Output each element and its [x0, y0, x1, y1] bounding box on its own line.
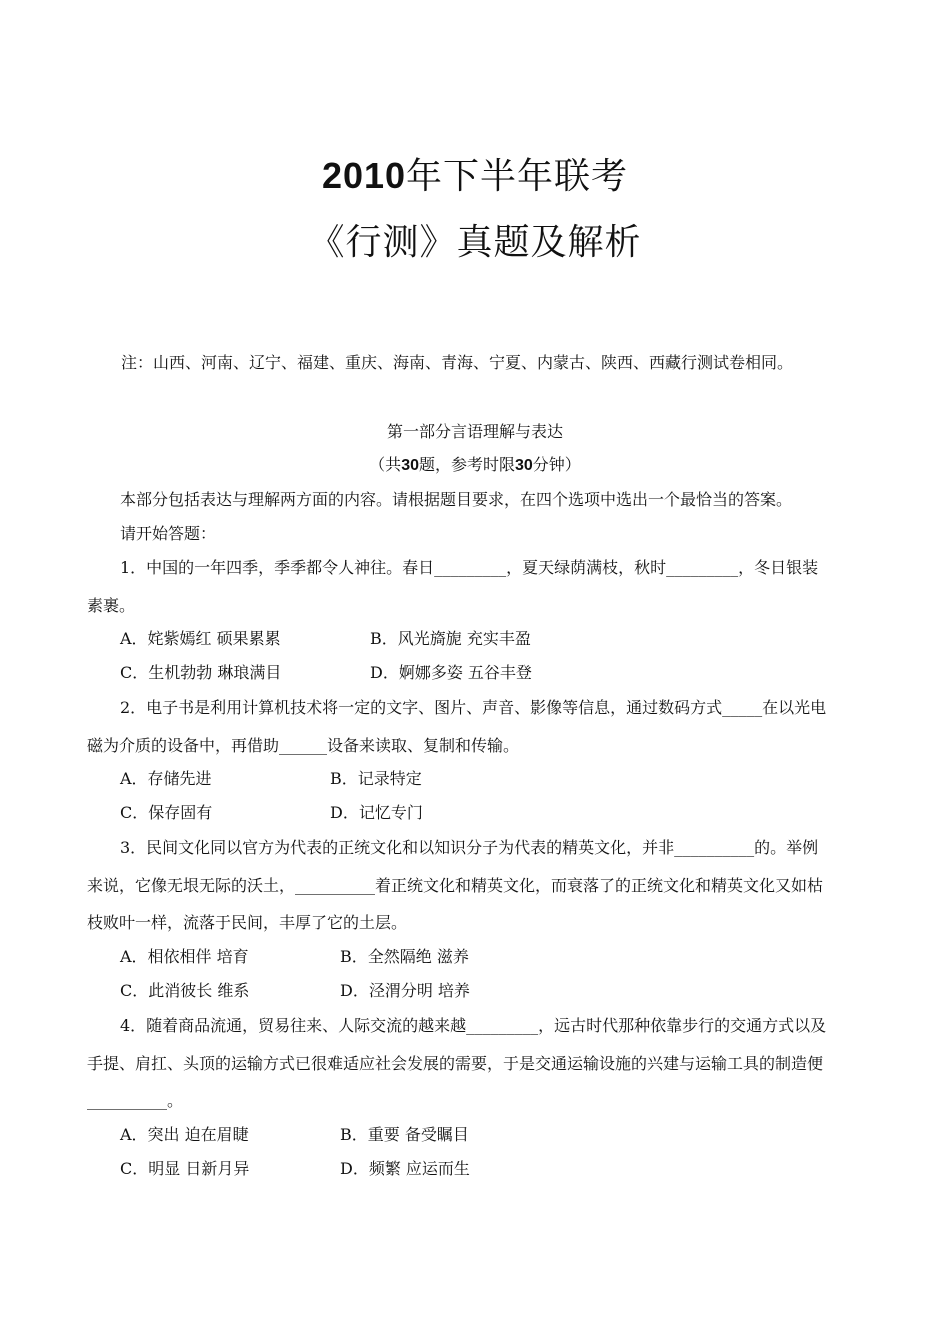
question-4-option-d: D．频繁 应运而生: [340, 1159, 470, 1178]
page-subtitle: 《行测》真题及解析: [308, 222, 642, 263]
question-4-line-2: 手提、肩扛、头顶的运输方式已很难适应社会发展的需要，于是交通运输设施的兴建与运输工具的制造便: [87, 1054, 824, 1073]
section-info-post: 分钟）: [532, 455, 581, 474]
section-info-mid: 题，参考时限: [418, 455, 515, 474]
question-2-line-1: 2．电子书是利用计算机技术将一定的文字、图片、声音、影像等信息，通过数码方式_____在以光电: [120, 698, 827, 717]
question-3-option-c: C．此消彼长 维系: [120, 981, 250, 1000]
question-3-option-b: B．全然隔绝 滋养: [340, 947, 469, 966]
title-year: 2010: [321, 155, 407, 196]
question-2-option-d: D．记忆专门: [330, 803, 423, 822]
question-3-option-a: A．相依相伴 培育: [120, 947, 249, 966]
time-limit: 30: [515, 457, 533, 474]
question-2-option-b: B．记录特定: [330, 769, 422, 788]
question-1-option-b: B．风光旖旎 充实丰盈: [370, 629, 531, 648]
section-intro: 本部分包括表达与理解两方面的内容。请根据题目要求，在四个选项中选出一个最恰当的答案。: [120, 490, 793, 509]
question-2-option-a: A．存储先进: [120, 769, 212, 788]
question-1-line-2: 素裹。: [87, 596, 136, 615]
start-instruction: 请开始答题：: [120, 524, 217, 543]
question-3-line-2: 来说，它像无垠无际的沃土，__________着正统文化和精英文化，而衰落了的正统文化和精英文化又如枯: [87, 876, 824, 895]
section-heading: 第一部分言语理解与表达: [386, 422, 563, 441]
question-1-option-d: D．婀娜多姿 五谷丰登: [370, 663, 532, 682]
page-title: [0, 148, 950, 199]
question-4-option-a: A．突出 迫在眉睫: [120, 1125, 249, 1144]
question-count: 30: [401, 457, 419, 474]
question-2-line-2: 磁为介质的设备中，再借助______设备来读取、复制和传输。: [87, 736, 520, 755]
section-info: [0, 454, 950, 477]
question-1-line-1: 1．中国的一年四季，季季都令人神往。春日_________，夏天绿荫满枝，秋时_________，冬日银装: [120, 558, 819, 577]
question-3-option-d: D．泾渭分明 培养: [340, 981, 470, 1000]
title-text: 年下半年联考: [406, 156, 629, 197]
question-3-line-1: 3．民间文化同以官方为代表的正统文化和以知识分子为代表的精英文化，并非__________的。举例: [120, 838, 819, 857]
question-4-option-c: C．明显 日新月异: [120, 1159, 250, 1178]
question-4-line-3: __________。: [87, 1091, 184, 1110]
section-info-pre: （共: [369, 455, 402, 474]
question-3-line-3: 枝败叶一样，流落于民间，丰厚了它的土层。: [87, 913, 408, 932]
question-4-option-b: B．重要 备受瞩目: [340, 1125, 469, 1144]
note-text: 注：山西、河南、辽宁、福建、重庆、海南、青海、宁夏、内蒙古、陕西、西藏行测试卷相同。: [121, 353, 794, 372]
question-1-option-c: C．生机勃勃 琳琅满目: [120, 663, 282, 682]
question-1-option-a: A．姹紫嫣红 硕果累累: [120, 629, 281, 648]
question-4-line-1: 4．随着商品流通，贸易往来、人际交流的越来越_________，远古时代那种依靠步行的交通方式以及: [120, 1016, 827, 1035]
question-2-option-c: C．保存固有: [120, 803, 213, 822]
